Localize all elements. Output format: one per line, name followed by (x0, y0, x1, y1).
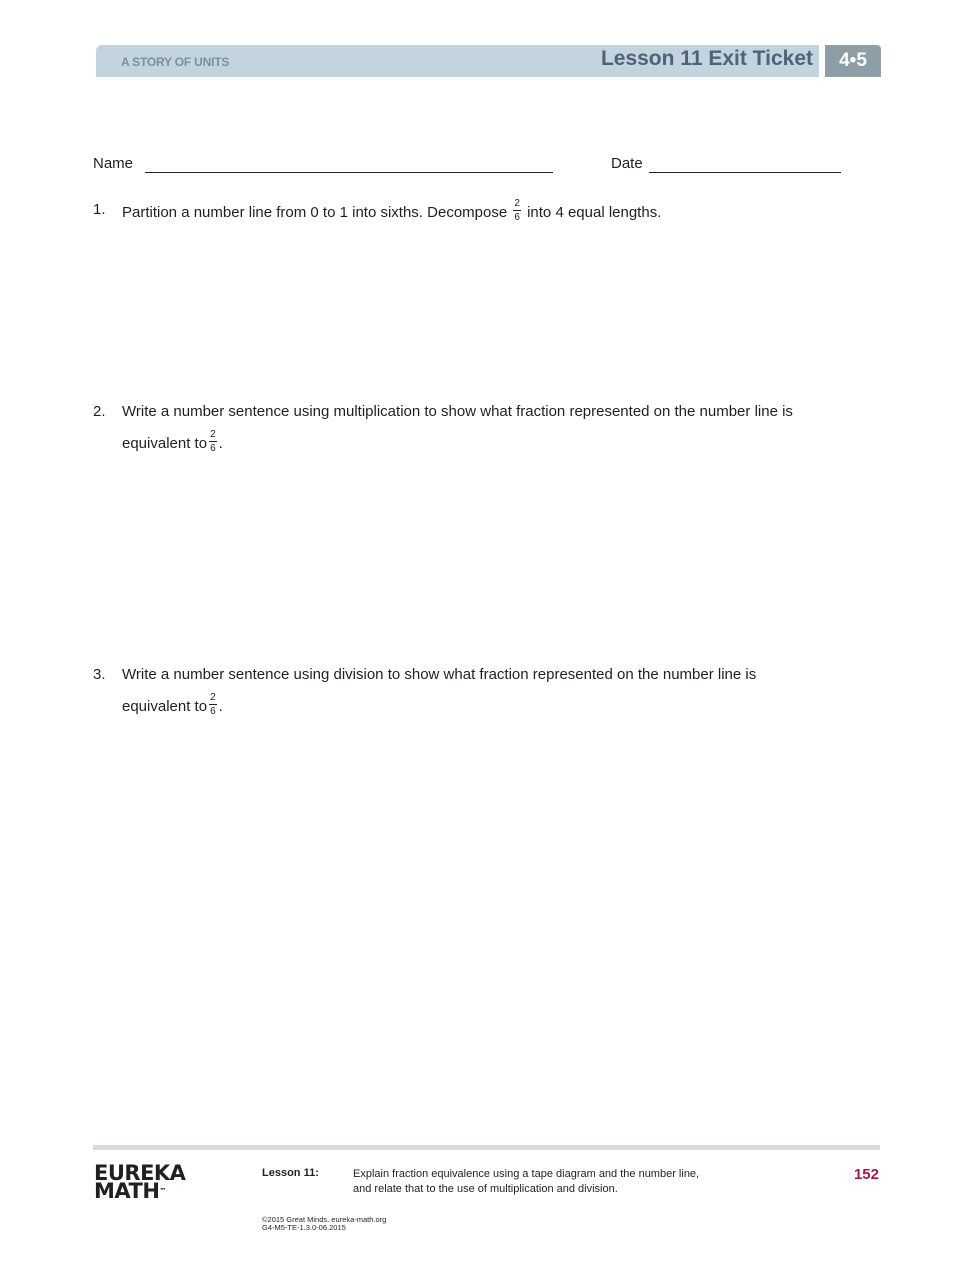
fraction-two-sixths (209, 693, 217, 717)
trademark-symbol: ™ (159, 1187, 166, 1195)
fraction-denominator: 6 (514, 212, 520, 223)
eureka-math-logo (94, 1161, 186, 1203)
question-2-number: 2. (93, 403, 106, 420)
fraction-numerator: 2 (210, 429, 216, 440)
question-2-text-before: equivalent to (122, 434, 208, 452)
question-2-line-1: Write a number sentence using multiplication to show what fraction represented on the number line is (122, 403, 793, 420)
fraction-numerator: 2 (514, 198, 520, 209)
date-field[interactable] (649, 172, 841, 173)
logo-line-1: EUREKA (94, 1161, 186, 1185)
question-3-line-1: Write a number sentence using division to show what fraction represented on the number line is (122, 666, 757, 683)
grade-module-badge: 4•5 (825, 45, 881, 77)
footer-divider (93, 1145, 880, 1150)
date-label: Date (611, 155, 643, 172)
fraction-denominator: 6 (210, 706, 216, 717)
fraction-two-sixths (209, 430, 217, 454)
question-1-text-after: into 4 equal lengths. (527, 203, 662, 221)
copyright (262, 1216, 386, 1232)
question-3-number: 3. (93, 666, 106, 683)
name-field[interactable] (145, 172, 553, 173)
name-label: Name (93, 155, 134, 172)
question-3-text-before: equivalent to (122, 697, 208, 715)
page-number: 152 (853, 1166, 879, 1183)
question-2-line-2 (122, 429, 223, 456)
series-label: A STORY OF UNITS (121, 55, 230, 69)
question-1-number: 1. (93, 201, 106, 218)
footer-lesson-label: Lesson 11: (262, 1167, 319, 1179)
question-3-line-2 (122, 692, 223, 719)
copyright-line-1: ©2015 Great Minds. eureka-math.org (262, 1215, 387, 1224)
question-1-text-before: Partition a number line from 0 to 1 into sixths. Decompose (122, 203, 508, 221)
copyright-line-2: G4-M5-TE-1.3.0-06.2015 (262, 1223, 346, 1232)
fraction-numerator: 2 (210, 692, 216, 703)
fraction-denominator: 6 (210, 443, 216, 454)
fraction-two-sixths (513, 199, 521, 223)
question-3-text-after: . (218, 697, 223, 715)
footer-lesson-description: Explain fraction equivalence using a tape diagram and the number line, and relate that to the use of multiplication and division. (353, 1168, 700, 1195)
page-title: Lesson 11 Exit Ticket (600, 47, 813, 70)
question-1-text (122, 198, 662, 225)
question-2-text-after: . (218, 434, 223, 452)
logo-math-text: MATH (94, 1179, 160, 1203)
